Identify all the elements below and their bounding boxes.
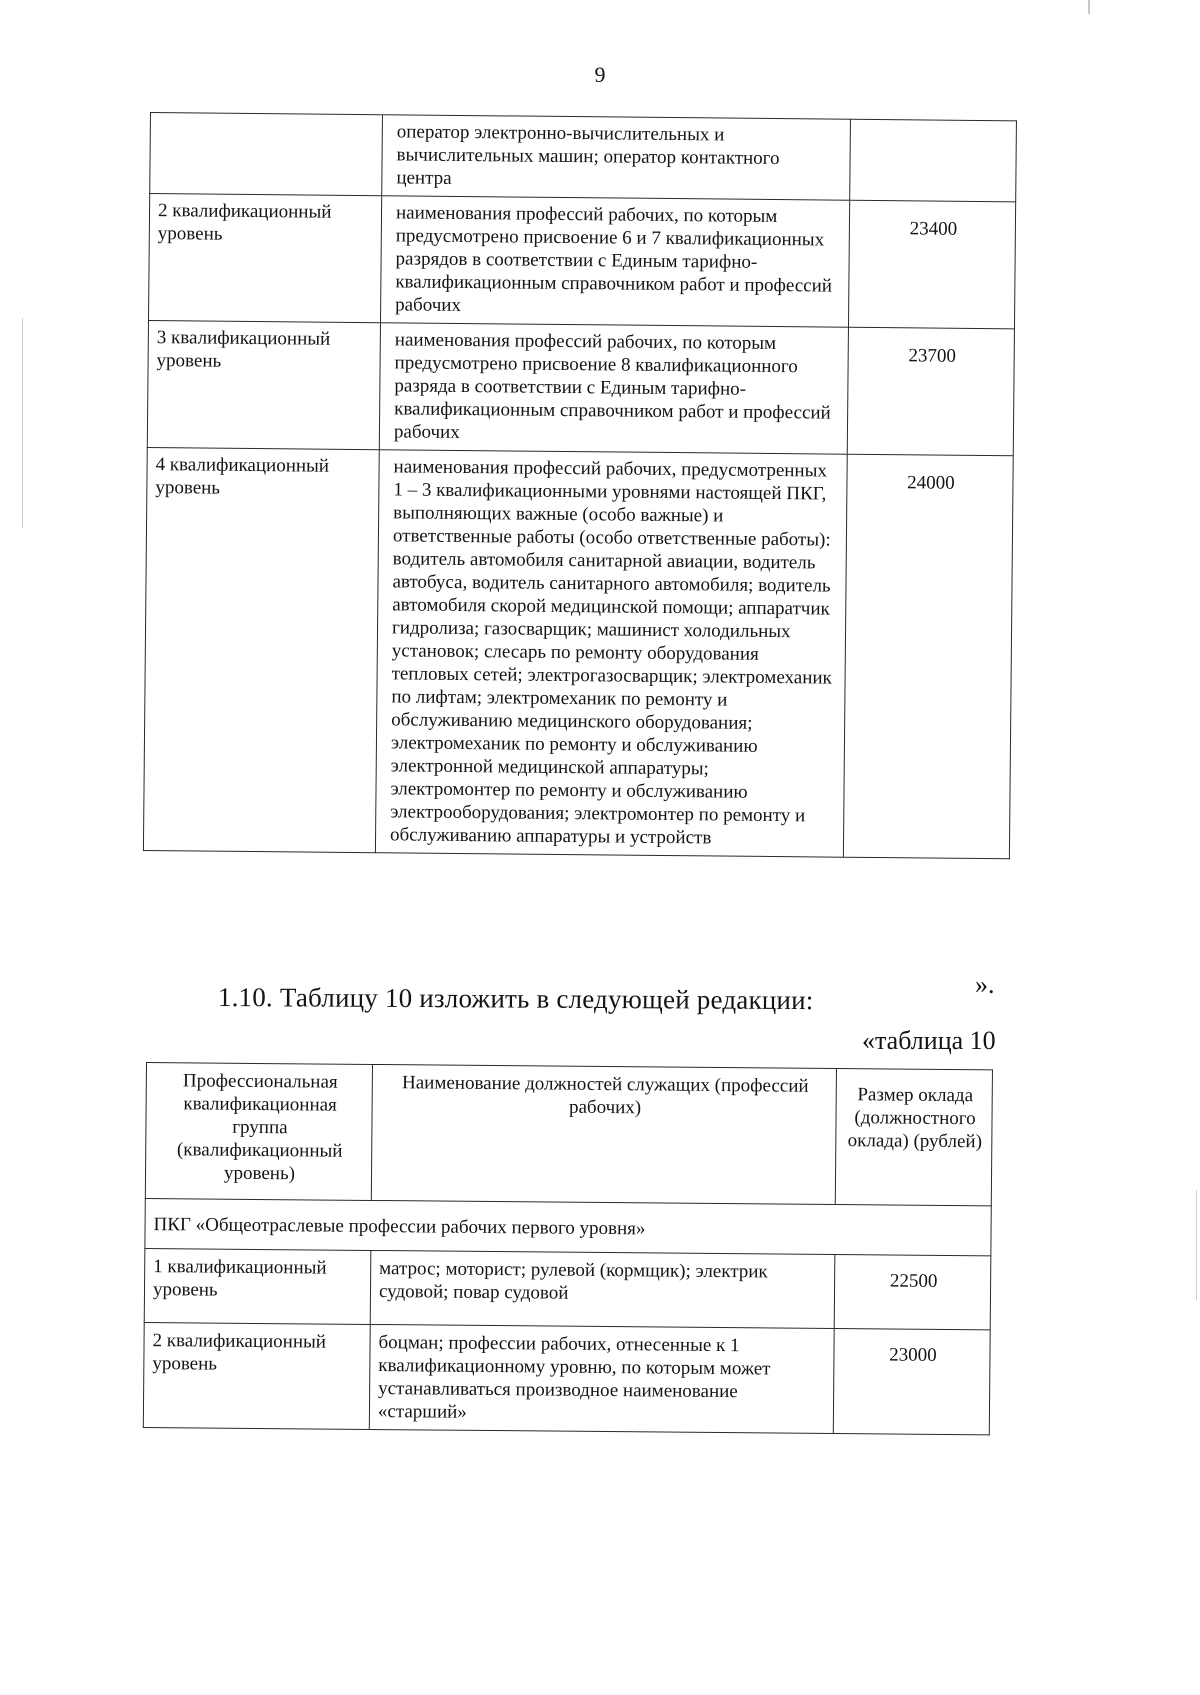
column-header-group: Профессиональная квалификационная группа (квалификационный уровень) (145, 1063, 372, 1201)
group-title-cell: ПКГ «Общеотраслевые профессии рабочих первого уровня» (145, 1198, 991, 1255)
salary-cell: 23400 (848, 200, 1015, 329)
scan-margin-line (1196, 1190, 1197, 1300)
table-row (147, 320, 1014, 455)
profession-description-cell: матрос; моторист; рулевой (кормщик); электрик судовой; повар судовой (370, 1250, 835, 1328)
closing-quote: ». (975, 970, 995, 999)
salary-cell: 23700 (847, 327, 1014, 456)
scan-margin-line (22, 318, 23, 528)
column-header-position: Наименование должностей служащих (профессий рабочих) (371, 1064, 836, 1204)
scan-edge-mark (1088, 0, 1090, 14)
qualification-level-cell (150, 113, 383, 196)
table-row (143, 1322, 990, 1434)
qualification-level-cell: 2 квалификационный уровень (143, 1322, 370, 1429)
salary-cell: 24000 (843, 454, 1013, 859)
table-caption: «таблица 10 (862, 1026, 996, 1055)
profession-description-cell: наименования профессий рабочих, по которым предусмотрено присвоение 8 квалификационного разряда в соответствии с Единым тарифно-квалификационным справочником работ и профессий рабочих (379, 323, 848, 454)
table-row (143, 447, 1013, 858)
salary-cell: 22500 (834, 1255, 991, 1330)
profession-description-cell: наименования профессий рабочих, по которым предусмотрено присвоение 6 и 7 квалификационных разрядов в соответствии с Единым тарифно-квалификационным справочником работ и профессий рабочих (380, 196, 849, 327)
salary-cell: 23000 (833, 1329, 990, 1435)
amendment-statement: 1.10. Таблицу 10 изложить в следующей редакции: (217, 982, 814, 1016)
qualification-level-cell: 2 квалификационный уровень (148, 194, 381, 323)
qualification-level-cell: 4 квалификационный уровень (143, 447, 379, 852)
profession-description-cell: оператор электронно-вычислительных и вычислительных машин; оператор контактного центра (382, 115, 851, 200)
page-number: 9 (594, 62, 606, 87)
table-header-row (145, 1063, 992, 1206)
qualification-level-cell: 1 квалификационный уровень (144, 1248, 371, 1324)
table-row (144, 1248, 991, 1329)
profession-description-cell: боцман; профессии рабочих, отнесенные к 1 квалификационному уровню, по которым может устанавливаться производное наименование «старший» (369, 1324, 834, 1433)
column-header-salary: Размер оклада (должностного оклада) (рублей) (835, 1069, 992, 1206)
salary-table-continuation (143, 112, 1017, 859)
salary-cell (850, 119, 1017, 202)
profession-description-cell: наименования профессий рабочих, предусмотренных 1 – 3 квалификационными уровнями настоящей ПКГ, выполняющих важные (особо важные) и ответственные работы (особо ответственные работы): водитель автомобиля санитарной авиации, водитель автобуса, водитель санитарного автомобиля; водитель автомобиля скорой медицинской помощи; аппаратчик гидролиза; газосварщик; машинист холодильных установок; слесарь по ремонту оборудования тепловых сетей; электрогазосварщик; электромеханик по лифтам; электромеханик по ремонту и обслуживанию медицинского оборудования; электромеханик по ремонту и обслуживанию электронной медицинской аппаратуры; электромонтер по ремонту и обслуживанию электрооборудования; электромонтер по ремонту и обслуживанию аппаратуры и устройств (375, 450, 847, 857)
table-row (148, 194, 1015, 329)
group-title-row (145, 1198, 991, 1255)
salary-table-10 (143, 1062, 993, 1435)
table-row (150, 113, 1017, 202)
qualification-level-cell: 3 квалификационный уровень (147, 320, 380, 449)
